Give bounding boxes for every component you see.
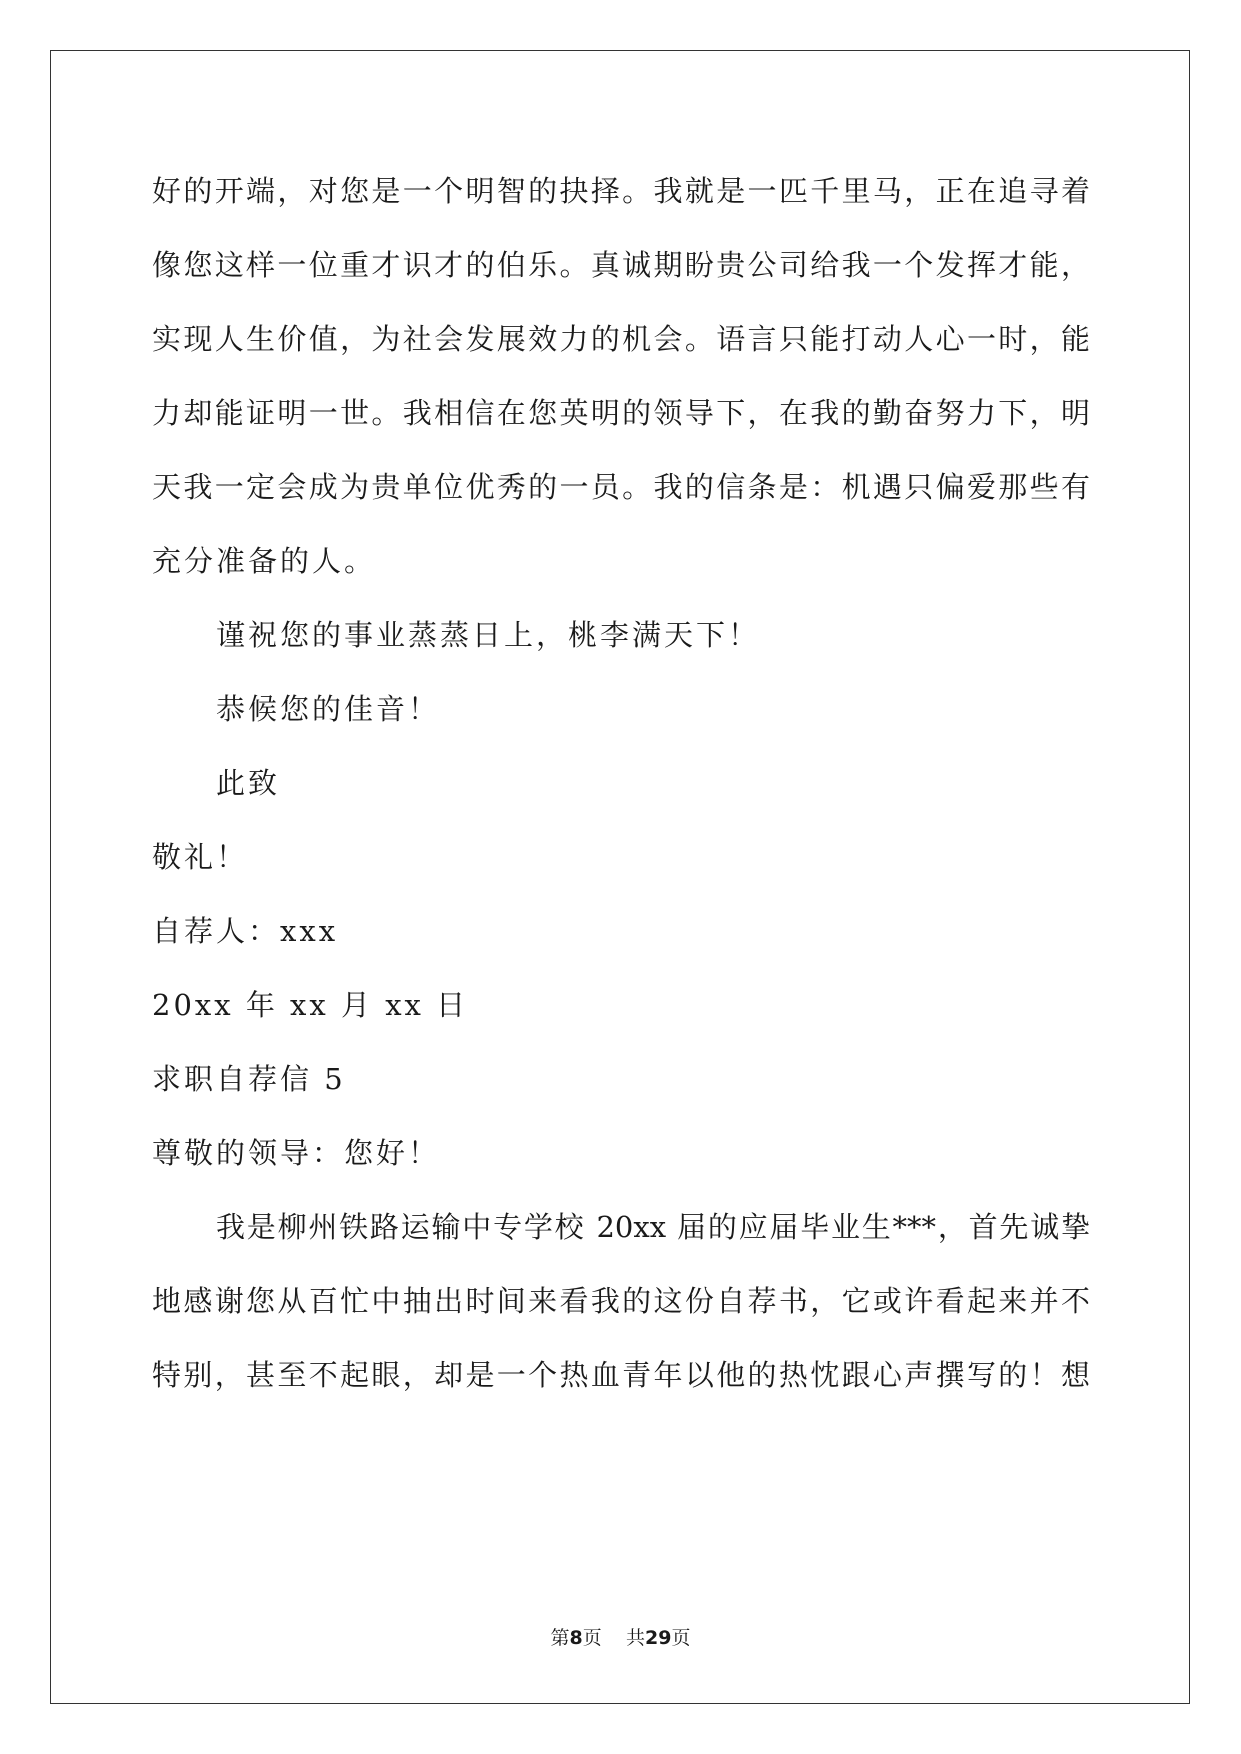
- total-page-count: 29: [644, 1627, 672, 1649]
- footer-total-label: 页: [671, 1627, 691, 1649]
- footer-prefix: 第: [550, 1627, 570, 1649]
- closing-salute: 敬礼！: [152, 840, 249, 874]
- closing-await: 恭候您的佳音！: [216, 692, 441, 726]
- paragraph-line: 地感谢您从百忙中抽出时间来看我的这份自荐书，它或许看起来并不: [152, 1284, 1090, 1318]
- paragraph-line: 充分准备的人。: [152, 544, 377, 578]
- signature-name: 自荐人：xxx: [152, 914, 339, 948]
- current-page-number: 8: [569, 1627, 583, 1649]
- paragraph-line: 实现人生价值，为社会发展效力的机会。语言只能打动人心一时，能: [152, 322, 1090, 356]
- page-border: [50, 50, 1190, 1704]
- paragraph-line: 特别，甚至不起眼，却是一个热血青年以他的热忱跟心声撰写的！想: [152, 1358, 1090, 1392]
- paragraph-line: 天我一定会成为贵单位优秀的一员。我的信条是：机遇只偏爱那些有: [152, 470, 1090, 504]
- footer-total-prefix: 共: [625, 1627, 645, 1649]
- paragraph-line: 我是柳州铁路运输中专学校 20xx 届的应届毕业生***，首先诚挚: [216, 1210, 1090, 1244]
- paragraph-line: 好的开端，对您是一个明智的抉择。我就是一匹千里马，正在追寻着: [152, 174, 1090, 208]
- salutation: 尊敬的领导：您好！: [152, 1136, 441, 1170]
- footer-page-label: 页: [582, 1627, 602, 1649]
- signature-date: 20xx 年 xx 月 xx 日: [152, 988, 469, 1022]
- paragraph-line: 像您这样一位重才识才的伯乐。真诚期盼贵公司给我一个发挥才能，: [152, 248, 1090, 282]
- section-title: 求职自荐信 5: [152, 1062, 346, 1096]
- closing-ci-zhi: 此致: [216, 766, 281, 800]
- page-footer: [0, 1626, 1241, 1650]
- closing-wish: 谨祝您的事业蒸蒸日上，桃李满天下！: [216, 618, 761, 652]
- paragraph-line: 力却能证明一世。我相信在您英明的领导下，在我的勤奋努力下，明: [152, 396, 1090, 430]
